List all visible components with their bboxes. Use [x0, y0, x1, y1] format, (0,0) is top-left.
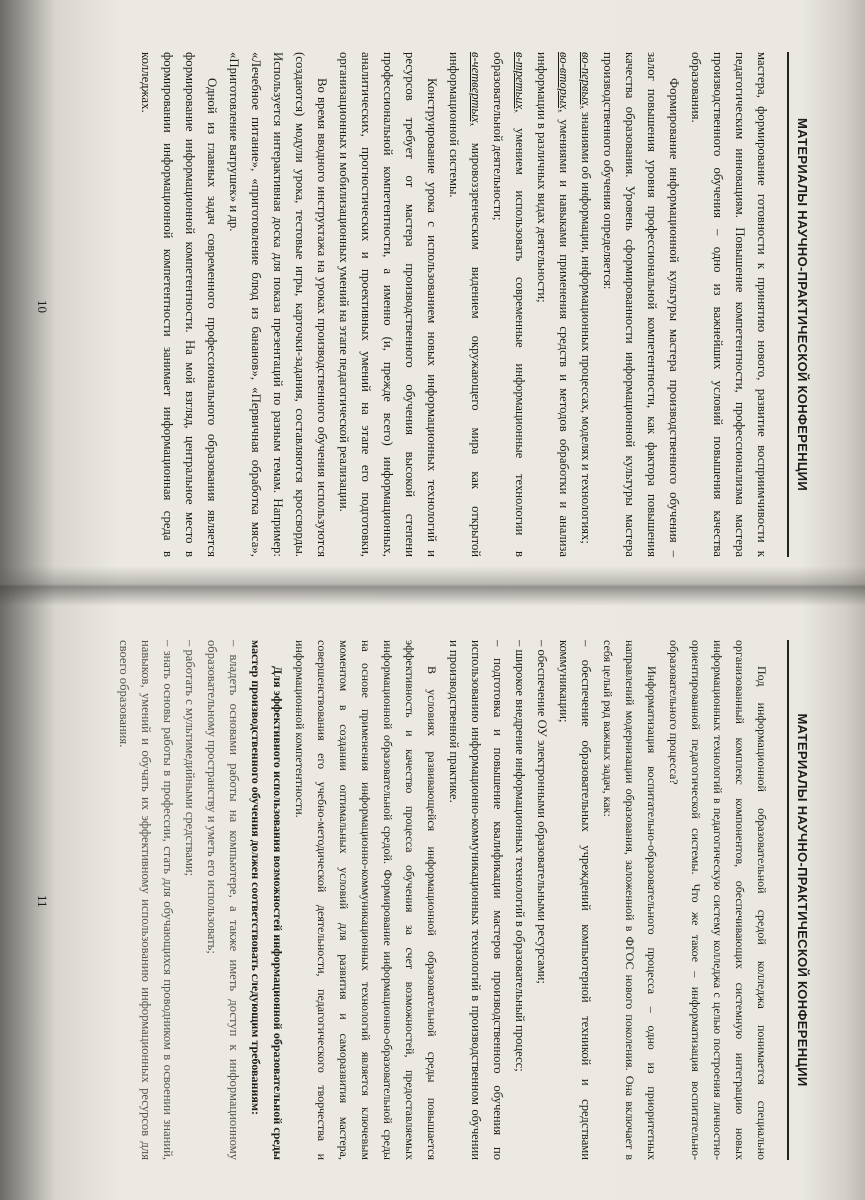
- bold-paragraph: Для эффективного использования возможностей информационной образовательной среды мастер производственного обучения должен соответствовать следующим требованиям:: [249, 640, 285, 1160]
- list-lead: во-вторых,: [557, 52, 571, 113]
- paragraph: Одной из главных задач современного профессионального образования является формирование информационной компетентности. На мой взгляд, центральное место в формировании информационной компетентности занимает информационная среда в колледжах.: [139, 52, 219, 557]
- paragraph: Формирование информационной культуры мастера производственного обучения – залог повышения уровня профессиональной компетентности, как фактора повышения качества образования. Уровень сформированности информационной культуры мастера производственного обучения определяется:: [601, 52, 681, 557]
- list-item: [531, 52, 575, 557]
- page-number: 11: [35, 895, 50, 908]
- running-header: МАТЕРИАЛЫ НАУЧНО-ПРАКТИЧЕСКОЙ КОНФЕРЕНЦИИ: [787, 640, 810, 1160]
- list-item: [443, 52, 487, 557]
- paragraph: Конструирование урока с использованием новых информационных технологий и ресурсов требует от мастера производственного обучения высокой степени профессиональной компетентности, а именно (и, прежде всего) информационных, аналитических, прогностических и проективных умений на этапе его подготовки, организационных и мобилизационных умений на этапе педагогической реализации.: [337, 52, 439, 557]
- list-lead: во-первых,: [579, 52, 593, 109]
- paragraph: Под информационной образовательной средой колледжа понимается специально организованный комплекс компонентов, обеспечивающих системную интеграцию новых информационных технологий в педагогическую систему колледжа с целью построения личностно-ориентированной педагогической системы. Что же такое – информатизация воспитательно-образовательного процесса?: [667, 640, 769, 1160]
- list-item: – знать основы работы в профессии, стать для обучающихся проводником в освоении знаний, навыков, умений и обучать их эффективному использованию информационных ресурсов для своего образования.: [117, 640, 175, 1160]
- paragraph: Во время вводного инструктажа на уроках производственного обучения используются (создаются) модули урока, тестовые игры, карточки-задания, составляются кроссворды. Используется интерактивная доска для показа презентаций по разным темам. Например: «Лечебное питание», «приготовление блюд из бананов», «Первичная обработка мяса», «Приготовление ватрушек» и др.: [227, 52, 329, 557]
- right-page: [0, 600, 865, 1200]
- list-text: мировоззренческим видением окружающего мира как открытой информационной системы.: [447, 52, 483, 557]
- list-item: – широкое внедрение информационных технологий в образовательный процесс;: [513, 640, 527, 1072]
- list-lead: в-третьих,: [513, 52, 527, 113]
- list-item: – обеспечение ОУ электронными образовательными ресурсами;: [535, 640, 549, 984]
- paragraph: Информатизация воспитательно-образовательного процесса – одно из приоритетных направлений модернизации образования, заложенной в ФГОС нового поколения. Она включает в себя целый ряд важных задач, как:: [601, 640, 659, 1160]
- paragraph: В условиях развивающейся информационной образовательной среды повышается эффективность и качество процесса обучения за счет возможностей, предоставляемых информационной образовательной средой. Формирование информационно-образовательной среды на основе применения информационно-коммуникационных технологий является ключевым моментом в создании оптимальных условий для развития и саморазвития мастера, совершенствования его учебно-методической деятельности, педагогического творчества и информационной компетентности.: [293, 640, 439, 1160]
- page-number: 10: [35, 300, 50, 313]
- list-text: знаниями об информации, информационных процессах, моделях и технологиях;: [579, 108, 593, 544]
- list-item: – подготовка и повышение квалификации мастеров производственного обучения по использованию информационно-коммуникационных технологий в производственном обучении и производственной практике.: [447, 640, 505, 1160]
- list-item: [487, 52, 531, 557]
- list-item: – обеспечение образовательных учреждений компьютерной техникой и средствами коммуникации;: [557, 640, 593, 1160]
- list-item: – владеть основами работы на компьютере, а также иметь доступ к информационному образовательному пространству и уметь его использовать;: [205, 640, 241, 1160]
- list-item: [575, 52, 597, 557]
- list-text: умением использовать современные информационные технологии в образовательной деятельности;: [491, 52, 527, 557]
- list-text: умениями и навыками применения средств и методов обработки и анализа информации в различных видах деятельности;: [535, 52, 571, 557]
- paragraph: мастера, формирование готовности к принятию нового, развитие восприимчивости к педагогическим инновациям. Повышение компетентности, профессионализма мастера производственного обучения – одно из важнейших условий повышения качества образования.: [689, 52, 769, 557]
- running-header: МАТЕРИАЛЫ НАУЧНО-ПРАКТИЧЕСКОЙ КОНФЕРЕНЦИИ: [787, 52, 810, 557]
- list-lead: в-четвертых,: [469, 52, 483, 126]
- list-item: – работать с мультимедийными средствами;: [183, 640, 197, 877]
